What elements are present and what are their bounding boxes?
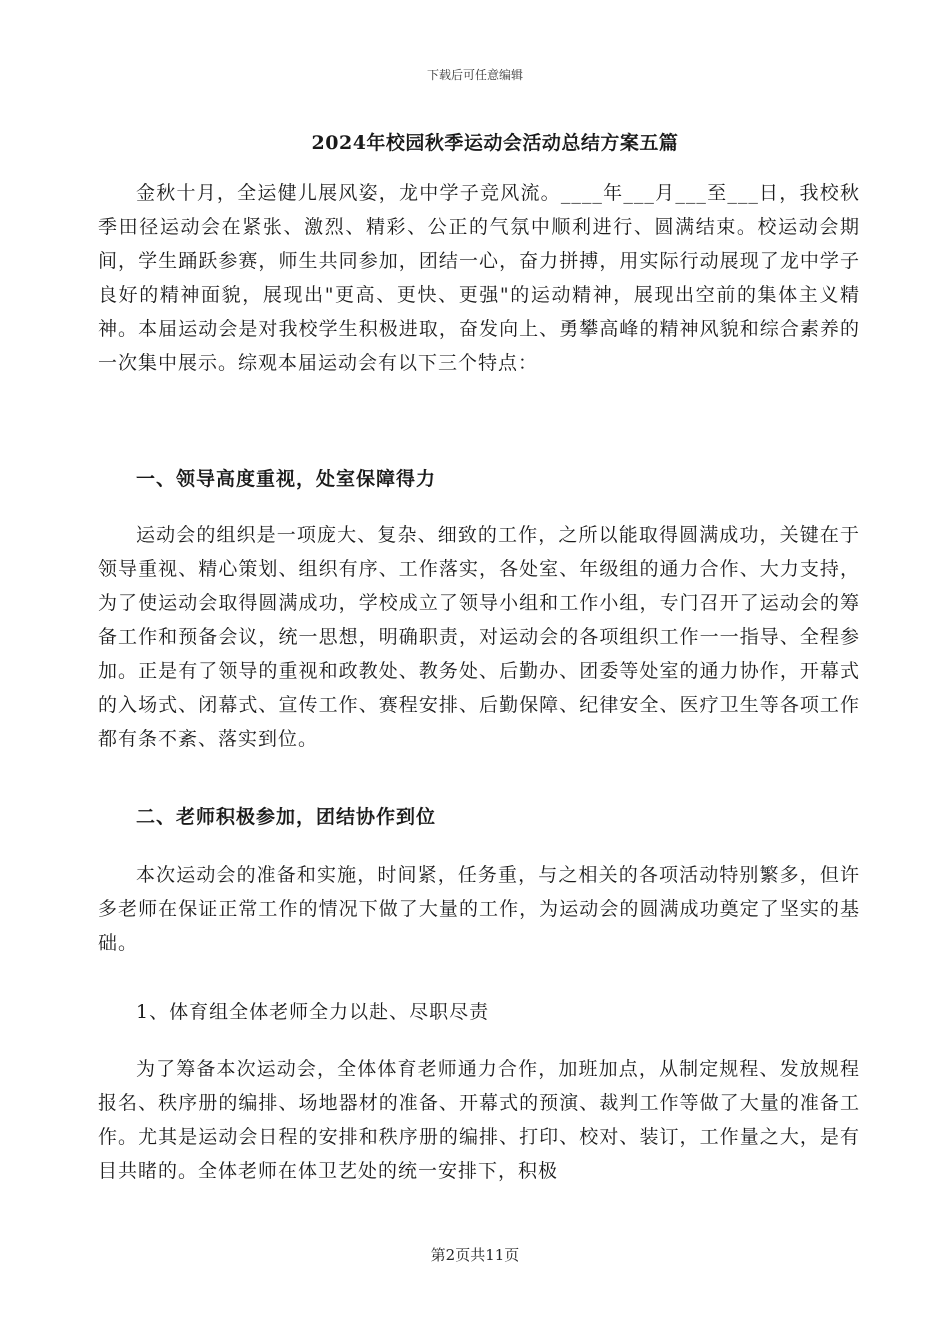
subsection-heading-1: 1、体育组全体老师全力以赴、尽职尽责 [136, 1001, 490, 1023]
subsection-paragraph-1: 为了筹备本次运动会，全体体育老师通力合作，加班加点，从制定规程、发放规程报名、秩序册的编排、场地器材的准备、开幕式的预演、裁判工作等做了大量的准备工作。尤其是运动会日程的安排和秩序册的编排、打印、校对、装订，工作量之大，是有目共睹的。全体老师在体卫艺处的统一安排下，积极 [98, 1058, 860, 1182]
section-heading-2: 二、老师积极参加，团结协作到位 [136, 806, 437, 828]
header-note: 下载后可任意编辑 [426, 68, 523, 82]
section-paragraph-1: 运动会的组织是一项庞大、复杂、细致的工作，之所以能取得圆满成功，关键在于领导重视、精心策划、组织有序、工作落实，各处室、年级组的通力合作、大力支持，为了使运动会取得圆满成功，学校成立了领导小组和工作小组，专门召开了运动会的筹备工作和预备会议，统一思想，明确职责，对运动会的各项组织工作一一指导、全程参加。正是有了领导的重视和政教处、教务处、后勤办、团委等处室的通力协作，开幕式的入场式、闭幕式、宣传工作、赛程安排、后勤保障、纪律安全、医疗卫生等各项工作都有条不紊、落实到位。 [98, 524, 860, 750]
page-indicator: 第2页共11页 [430, 1246, 520, 1264]
section-heading-1: 一、领导高度重视，处室保障得力 [136, 468, 437, 490]
intro-paragraph: 金秋十月，全运健儿展风姿，龙中学子竞风流。____年___月___至___日，我校秋季田径运动会在紧张、激烈、精彩、公正的气氛中顺利进行、圆满结束。校运动会期间，学生踊跃参赛，师生共同参加，团结一心，奋力拼搏，用实际行动展现了龙中学子良好的精神面貌，展现出"更高、更快、更强"的运动精神，展现出空前的集体主义精神。本届运动会是对我校学生积极进取，奋发向上、勇攀高峰的精神风貌和综合素养的一次集中展示。综观本届运动会有以下三个特点： [98, 182, 860, 374]
section-paragraph-2: 本次运动会的准备和实施，时间紧，任务重，与之相关的各项活动特别繁多，但许多老师在保证正常工作的情况下做了大量的工作，为运动会的圆满成功奠定了坚实的基础。 [98, 864, 860, 954]
document-title: 2024年校园秋季运动会活动总结方案五篇 [311, 132, 679, 154]
